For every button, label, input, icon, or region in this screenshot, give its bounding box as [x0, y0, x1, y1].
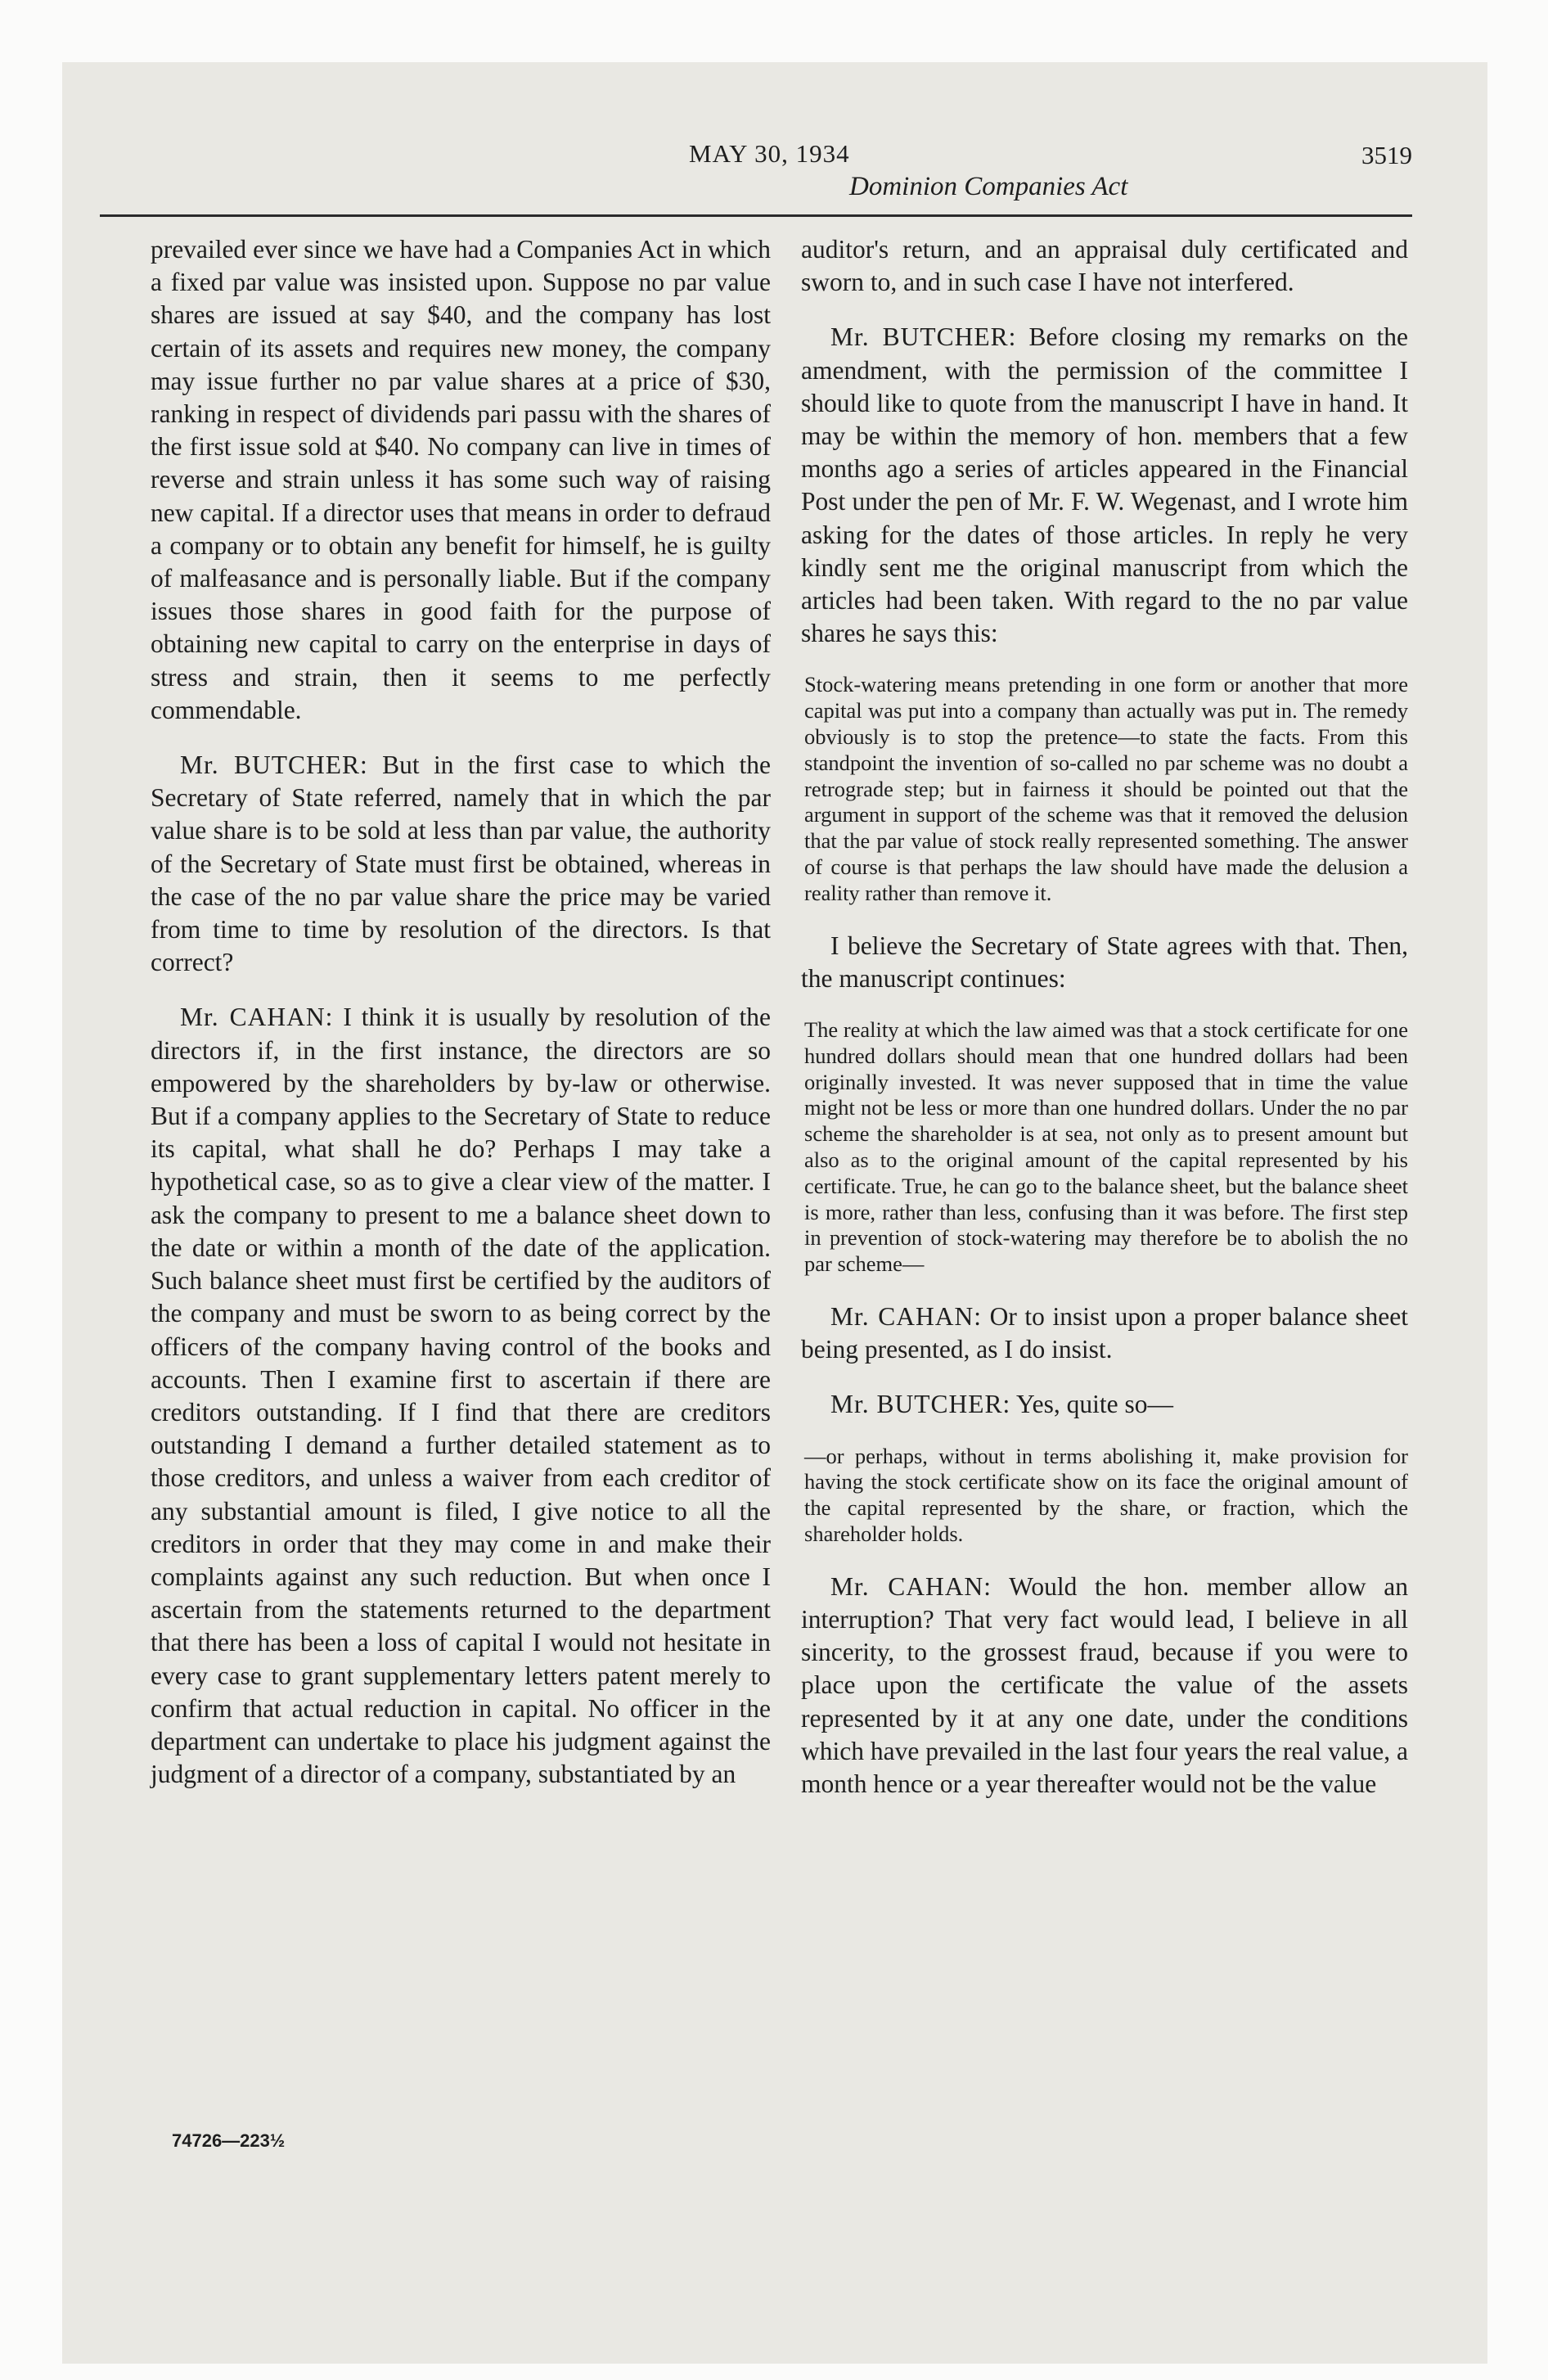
paragraph-text: But in the first case to which the Secretary of State referred, namely that in which the par value share is to be sold at less than par value, the authority of the Secretary of State must first be obtained, whereas in the case of the no par value share the price may be varied from time to time by resolution of the directors. Is that correct?	[151, 751, 772, 977]
speaker-name: Mr. CAHAN:	[830, 1301, 982, 1331]
print-code-footnote: 74726—223½	[172, 2130, 286, 2151]
paragraph	[801, 1300, 1408, 1366]
quote-text: Stock-watering means pretending in one form or another that more capital was put into a company than actually was put in. The remedy obviously is to stop the pretence—to state the facts. From this standpoint the invention of so-called no par scheme was no doubt a retrograde step; but in fairness it should be pointed out that the argument in support of the scheme was that it removed the delusion that the par value of stock really represented something. The answer of course is that perhaps the law should have made the delusion a reality rather than remove it.	[804, 672, 1408, 905]
header-title: Dominion Companies Act	[849, 172, 1128, 201]
block-quote	[801, 1017, 1408, 1278]
paragraph-text: prevailed ever since we have had a Companies Act in which a fixed par value was insisted upon. Suppose no par value shares are issued at say $40, and the company has lost certain of its assets and requires new money, the company may issue further no par value shares at a price of $30, ranking in respect of dividends pari passu with the shares of the first issue sold at $40. No company can live in times of reverse and strain unless it has some such way of raising new capital. If a director uses that means in order to defraud a company or to obtain any benefit for himself, he is guilty of malfeasance and is personally liable. But if the company issues those shares in good faith for the purpose of obtaining new capital to carry on the enterprise in days of stress and strain, then it seems to me perfectly commendable.	[151, 235, 771, 724]
quote-text: —or perhaps, without in terms abolishing it, make provision for having the stock certificate show on its face the original amount of the capital represented by the share, or fraction, which the shareholder holds.	[804, 1443, 1408, 1546]
speaker-name: Mr. BUTCHER:	[830, 322, 1017, 352]
speaker-name: Mr. CAHAN:	[180, 1003, 334, 1032]
speaker-name: Mr. BUTCHER:	[180, 751, 368, 780]
header-date: MAY 30, 1934	[689, 139, 850, 168]
paragraph-text: Yes, quite so—	[1016, 1390, 1173, 1419]
page-header	[100, 139, 1412, 201]
paragraph-text: I think it is usually by resolution of the directors if, in the first instance, the directors are so empowered by the shareholders by by-law or otherwise. But if a company applies to the Secretary of State to reduce its capital, what shall he do? Perhaps I may take a hypothetical case, so as to give a clear view of the matter. I ask the company to present to me a balance sheet down to the date or within a month of the date of the application. Such balance sheet must first be certified by the auditors of the company and must be sworn to as being correct by the officers of the company having control of the books and accounts. Then I examine first to ascertain if there are creditors outstanding. If I find that there are creditors outstanding I demand a further detailed statement as to those creditors, and unless a waiver from each creditor of any substantial amount is filed, I give notice to all the creditors in order that they may come in and make their complaints against any such reduction. But when once I ascertain from the statements returned to the department that there has been a loss of capital I would not hesitate in every case to grant supplementary letters patent merely to confirm that actual reduction in capital. No officer in the department can undertake to place his judgment against the judgment of a director of a company, substantiated by an	[151, 1003, 771, 1789]
paragraph-text: I believe the Secretary of State agrees with that. Then, the manuscript continues:	[801, 931, 1408, 993]
page-number: 3519	[1361, 141, 1412, 169]
right-column	[801, 233, 1408, 1823]
quote-text: The reality at which the law aimed was that a stock certificate for one hundred dollars should mean that one hundred dollars had been originally invested. It was never supposed that in time the value might not be less or more than one hundred dollars. Under the no par scheme the shareholder is at sea, not only as to present amount but also as to the original amount of the capital represented by his certificate. True, he can go to the balance sheet, but the balance sheet is more, rather than less, confusing than it was before. The first step in prevention of stock-watering may therefore be to abolish the no par scheme—	[804, 1017, 1409, 1277]
block-quote	[801, 1444, 1408, 1548]
paragraph	[801, 930, 1408, 995]
paragraph-text: Before closing my remarks on the amendment, with the permission of the committee I should like to quote from the manuscript I have in hand. It may be within the memory of hon. members that a few months ago a series of articles appeared in the Financial Post under the pen of Mr. F. W. Wegenast, and I wrote him asking for the dates of those articles. In reply he very kindly sent me the original manuscript from which the articles had been taken. With regard to the no par value shares he says this:	[801, 322, 1408, 648]
paragraph-text: Would the hon. member allow an interruption? That very fact would lead, I believe in all sincerity, to the grossest fraud, because if you were to place upon the certificate the value of the assets represented by it at any one date, under the conditions which have prevailed in the last four years the real value, a month hence or a year thereafter would not be the value	[801, 1571, 1409, 1798]
paragraph	[801, 1388, 1408, 1421]
header-rule	[100, 214, 1412, 217]
paragraph-text: Or to insist upon a proper balance sheet being presented, as I do insist.	[801, 1301, 1409, 1364]
paragraph	[801, 233, 1408, 299]
paragraph	[151, 233, 771, 727]
speaker-name: Mr. CAHAN:	[830, 1571, 992, 1601]
speaker-name: Mr. BUTCHER:	[830, 1390, 1011, 1419]
paragraph	[151, 1001, 771, 1791]
paragraph	[801, 321, 1408, 650]
paragraph	[801, 1571, 1408, 1801]
paragraph-text: auditor's return, and an appraisal duly certificated and sworn to, and in such case I have not interfered.	[801, 235, 1408, 297]
paragraph	[151, 749, 771, 979]
left-column	[151, 233, 771, 1813]
block-quote	[801, 672, 1408, 906]
